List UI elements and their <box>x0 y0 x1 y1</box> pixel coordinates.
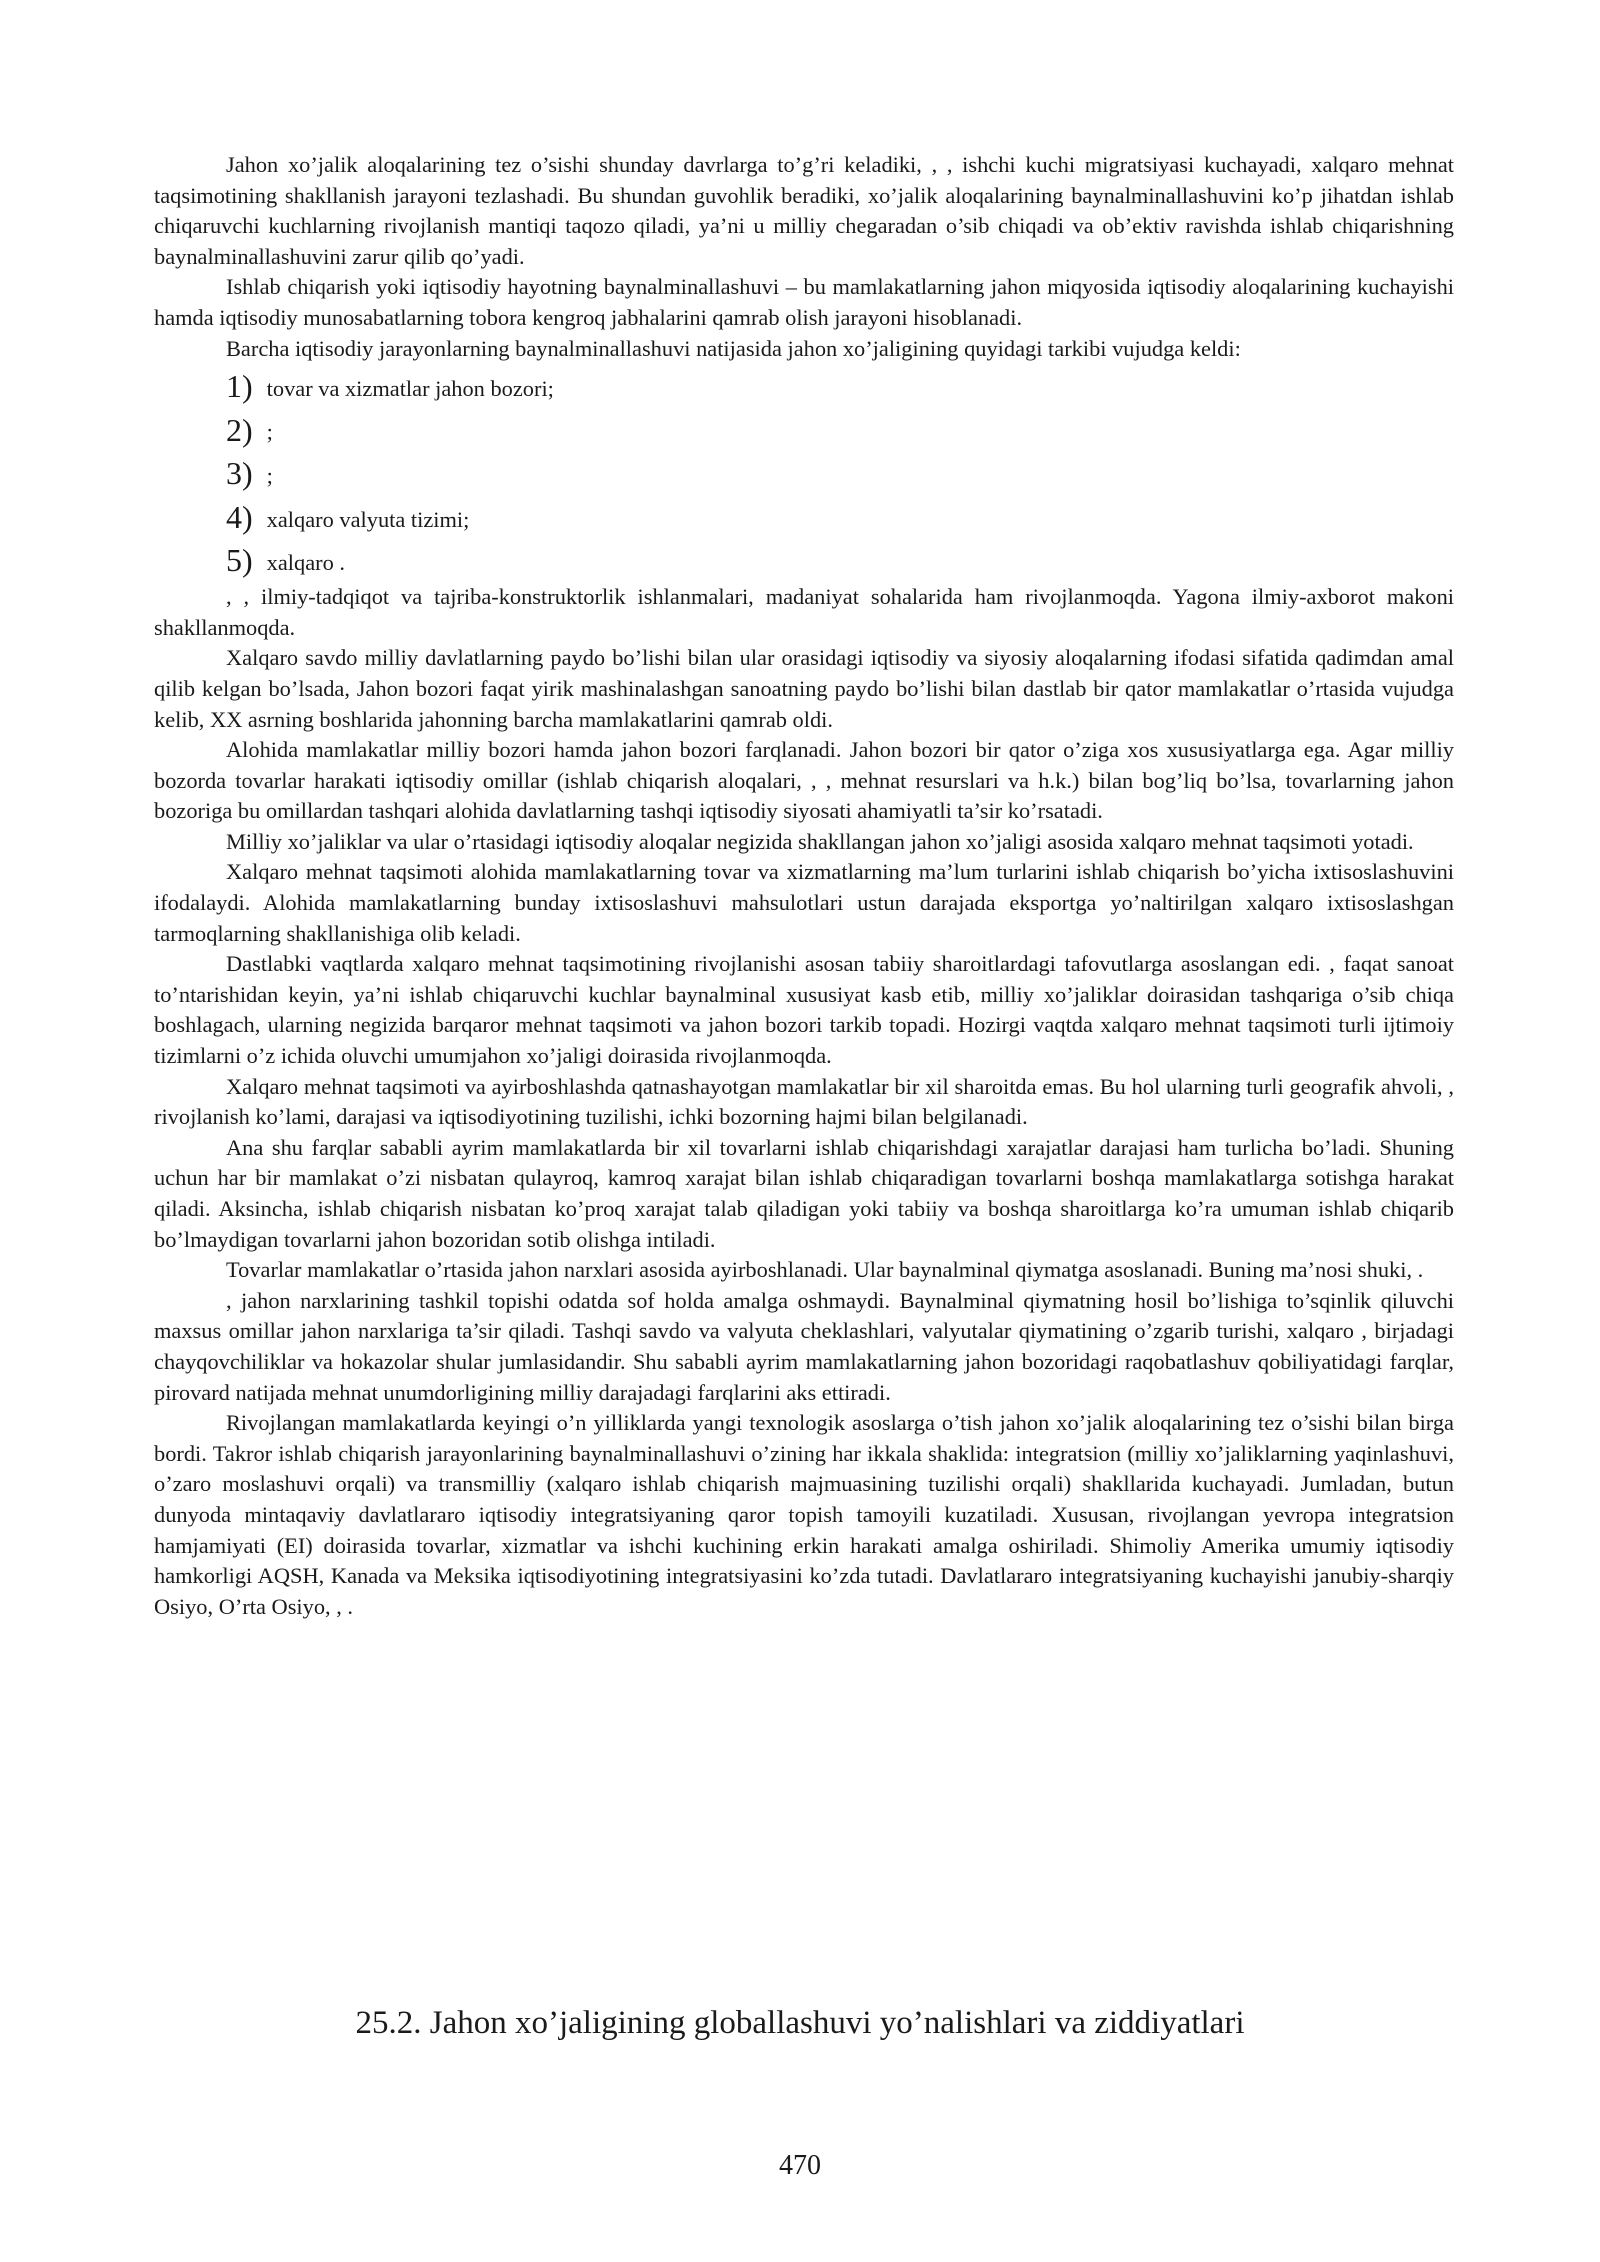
paragraph: , jahon narxlarining tashkil topishi odatda sof holda amalga oshmaydi. Baynalminal qiymatning hosil bo’lishiga to’sqinlik qiluvchi maxsus omillar jahon narxlariga ta’sir qiladi. Tashqi savdo va valyuta cheklashlari, valyutalar qiymatining o’zgarib turishi, xalqaro , birjadagi chayqovchiliklar va hokazolar shular jumlasidandir. Shu sababli ayrim mamlakatlarning jahon bozoridagi raqobatlashuv qobiliyatidagi farqlar, pirovard natijada mehnat unumdorligining milliy darajadagi farqlarini aks ettiradi. <box>154 1287 1454 1405</box>
list-text: ; <box>266 419 273 445</box>
paragraph: Xalqaro mehnat taqsimoti va ayirboshlashda qatnashayotgan mamlakatlar bir xil sharoitda emas. Bu hol ularning turli geografik ahvoli, , rivojlanish ko’lami, darajasi va iqtisodiyotining tuzilishi, ichki bozorning hajmi bilan belgilanadi. <box>154 1073 1454 1130</box>
list-number: 1) <box>226 367 253 404</box>
list-item <box>226 495 1454 539</box>
list-text: ; <box>266 462 273 488</box>
paragraph: , , ilmiy-tadqiqot va tajriba-konstruktorlik ishlanmalari, madaniyat sohalarida ham rivojlanmoqda. Yagona ilmiy-axborot makoni shakllanmoqda. <box>154 584 1454 640</box>
list-text: tovar va xizmatlar jahon bozori; <box>266 375 554 401</box>
numbered-list <box>154 364 1454 582</box>
list-item <box>226 451 1454 495</box>
paragraph: Milliy xo’jaliklar va ular o’rtasidagi iqtisodiy aloqalar negizida shakllangan jahon xo’jaligi asosida xalqaro mehnat taqsimoti yotadi. <box>226 828 1414 854</box>
list-text: xalqaro . <box>266 550 345 576</box>
list-item <box>226 539 1454 583</box>
list-text: xalqaro valyuta tizimi; <box>266 506 470 532</box>
list-item <box>226 408 1454 452</box>
list-number: 2) <box>226 411 253 448</box>
paragraph: Barcha iqtisodiy jarayonlarning baynalminallashuvi natijasida jahon xo’jaligining quyidagi tarkibi vujudga keldi: <box>226 335 1241 361</box>
page-number: 470 <box>779 2150 821 2181</box>
document-body <box>154 150 1454 1622</box>
paragraph: Dastlabki vaqtlarda xalqaro mehnat taqsimotining rivojlanishi asosan tabiiy sharoitlardagi tafovutlarga asoslangan edi. , faqat sanoat to’ntarishidan keyin, ya’ni ishlab chiqaruvchi kuchlar baynalminal xususiyat kasb etib, milliy xo’jaliklar doirasidan tashqariga o’sib chiqa boshlagach, ularning negizida barqaror mehnat taqsimoti va jahon bozori tarkib topadi. Hozirgi vaqtda xalqaro mehnat taqsimoti turli ijtimoiy tizimlarni o’z ichida oluvchi umumjahon xo’jaligi doirasida rivojlanmoqda. <box>154 951 1454 1069</box>
list-number: 5) <box>226 542 253 579</box>
paragraph: Ishlab chiqarish yoki iqtisodiy hayotning baynalminallashuvi – bu mamlakatlarning jahon miqyosida iqtisodiy aloqalarining kuchayishi hamda iqtisodiy munosabatlarning tobora kengroq jabhalarini qamrab olish jarayoni hisoblanadi. <box>154 274 1454 330</box>
list-number: 3) <box>226 455 253 492</box>
list-number: 4) <box>226 498 253 535</box>
paragraph: Tovarlar mamlakatlar o’rtasida jahon narxlari asosida ayirboshlanadi. Ular baynalminal qiymatga asoslanadi. Buning ma’nosi shuki, . <box>226 1257 1424 1283</box>
paragraph: Xalqaro mehnat taqsimoti alohida mamlakatlarning tovar va xizmatlarning ma’lum turlarini ishlab chiqarish bo’yicha ixtisoslashuvini ifodalaydi. Alohida mamlakatlarning bunday ixtisoslashuvi mahsulotlari ustun darajada eksportga yo’naltirilgan xalqaro ixtisoslashgan tarmoqlarning shakllanishiga olib keladi. <box>154 859 1454 946</box>
paragraph: Rivojlangan mamlakatlarda keyingi o’n yilliklarda yangi texnologik asoslarga o’tish jahon xo’jalik aloqalarining tez o’sishi bilan birga bordi. Takror ishlab chiqarish jarayonlarining baynalminallashuvi o’zining har ikkala shaklida: integratsion (milliy xo’jaliklarning yaqinlashuvi, o’zaro moslashuvi orqali) va transmilliy (xalqaro ishlab chiqarish majmuasining tuzilishi orqali) shakllarida kuchayadi. Jumladan, butun dunyoda mintaqaviy davlatlararo iqtisodiy integratsiyaning qaror topish tamoyili kuzatiladi. Xususan, rivojlangan yevropa integratsion hamjamiyati (EI) doirasida tovarlar, xizmatlar va ishchi kuchining erkin harakati amalga oshiriladi. Shimoliy Amerika umumiy iqtisodiy hamkorligi AQSH, Kanada va Meksika iqtisodiyotining integratsiyasini ko’zda tutadi. Davlatlararo integratsiyaning kuchayishi janubiy-sharqiy Osiyo, O’rta Osiyo, , . <box>154 1410 1454 1619</box>
paragraph: Jahon xo’jalik aloqalarining tez o’sishi shunday davrlarga to’g’ri keladiki, , , ishchi kuchi migratsiyasi kuchayadi, xalqaro mehnat taqsimotining shakllanish jarayoni tezlashadi. Bu shundan guvohlik beradiki, xo’jalik aloqalarining baynalminallashuvini ko’p jihatdan ishlab chiqaruvchi kuchlarning rivojlanish mantiqi taqozo qiladi, ya’ni u milliy chegaradan o’sib chiqadi va ob’ektiv ravishda ishlab chiqarishning baynalminallashuvini zarur qilib qo’yadi. <box>154 152 1454 269</box>
list-item <box>226 364 1454 408</box>
section-heading: 25.2. Jahon xo’jaligining globallashuvi yo’nalishlari va ziddiyatlari <box>355 2005 1245 2041</box>
paragraph: Xalqaro savdo milliy davlatlarning paydo bo’lishi bilan ular orasidagi iqtisodiy va siyosiy aloqalarning ifodasi sifatida qadimdan amal qilib kelgan bo’lsada, Jahon bozori faqat yirik mashinalashgan sanoatning paydo bo’lishi bilan dastlab bir qator mamlakatlar o’rtasida vujudga kelib, XX asrning boshlarida jahonning barcha mamlakatlarini qamrab oldi. <box>154 645 1454 732</box>
paragraph: Alohida mamlakatlar milliy bozori hamda jahon bozori farqlanadi. Jahon bozori bir qator o’ziga xos xususiyatlarga ega. Agar milliy bozorda tovarlar harakati iqtisodiy omillar (ishlab chiqarish aloqalari, , , mehnat resurslari va h.k.) bilan bog’liq bo’lsa, tovarlarning jahon bozoriga bu omillardan tashqari alohida davlatlarning tashqi iqtisodiy siyosati ahamiyatli ta’sir ko’rsatadi. <box>154 737 1454 824</box>
paragraph: Ana shu farqlar sababli ayrim mamlakatlarda bir xil tovarlarni ishlab chiqarishdagi xarajatlar darajasi ham turlicha bo’ladi. Shuning uchun har bir mamlakat o’zi nisbatan qulayroq, kamroq xarajat bilan ishlab chiqaradigan tovarlarni boshqa mamlakatlarga sotishga harakat qiladi. Aksincha, ishlab chiqarish nisbatan ko’proq xarajat talab qiladigan yoki tabiiy va boshqa sharoitlarga ko’ra umuman ishlab chiqarib bo’lmaydigan tovarlarni jahon bozoridan sotib olishga intiladi. <box>154 1134 1454 1252</box>
